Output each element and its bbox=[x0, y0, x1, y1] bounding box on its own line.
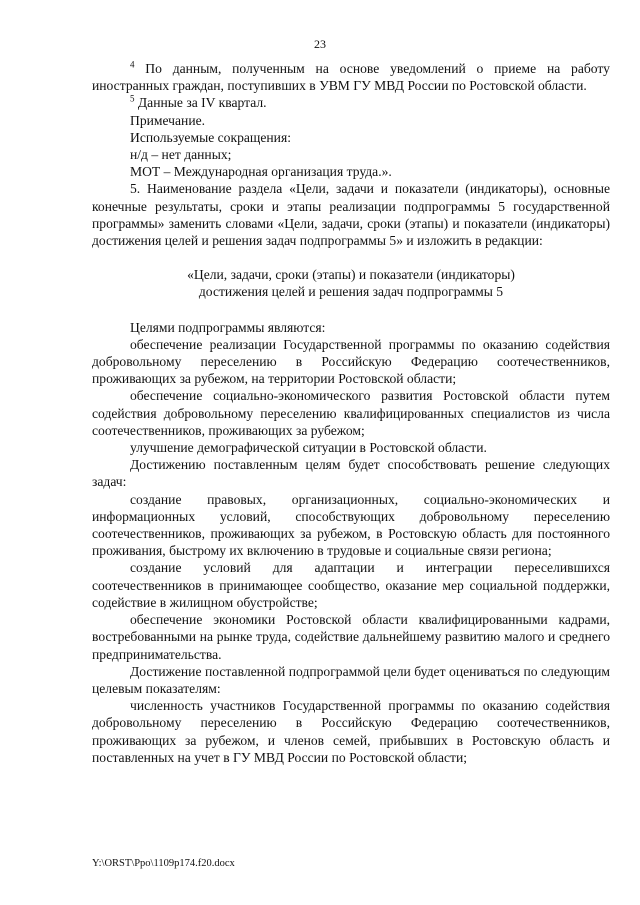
goal-3: улучшение демографической ситуации в Ростовской области. bbox=[130, 440, 487, 456]
footnote-4-mark: 4 bbox=[130, 59, 135, 70]
footnote-4 bbox=[92, 60, 610, 94]
document-body bbox=[92, 60, 610, 766]
footnote-5-mark: 5 bbox=[130, 93, 135, 104]
goal-1: обеспечение реализации Государственной программы по оказанию содействия добровольному переселению в Российскую Федерацию соотечественников, проживающих за рубежом, на территории Ростовской области; bbox=[92, 336, 610, 387]
task-3: обеспечение экономики Ростовской области квалифицированными кадрами, востребованными на рынке труда, содействие дальнейшему развитию малого и среднего предпринимательства. bbox=[92, 612, 610, 662]
indicators-intro: Достижение поставленной подпрограммой цели будет оцениваться по следующим целевым показателям: bbox=[92, 663, 610, 696]
paragraph-5: 5. Наименование раздела «Цели, задачи и показатели (индикаторы), основные конечные результаты, сроки и этапы реализации подпрограммы 5 государственной программы» заменить словами «Цели, задачи, сроки (этапы) и показатели (индикаторы) достижения целей и решения задач подпрограммы 5» и изложить в редакции: bbox=[92, 181, 610, 249]
footer-file-path: Y:\ORST\Ppo\1109p174.f20.docx bbox=[92, 858, 235, 869]
goal-2: обеспечение социально-экономического развития Ростовской области путем содействия добровольному переселению квалифицированных специалистов из числа соотечественников, проживающих за рубежом; bbox=[92, 388, 610, 438]
section-heading bbox=[92, 266, 610, 300]
note-label: Примечание. bbox=[130, 112, 206, 128]
abbreviation-2: МОТ – Международная организация труда.». bbox=[130, 164, 392, 180]
footnote-4-text: По данным, полученным на основе уведомлений о приеме на работу иностранных граждан, поступивших в УВМ ГУ МВД России по Ростовской области. bbox=[92, 61, 610, 94]
section-heading-line-2: достижения целей и решения задач подпрограммы 5 bbox=[198, 284, 504, 300]
indicator-1: численность участников Государственной программы по оказанию содействия добровольному переселению в Российскую Федерацию соотечественников, проживающих за рубежом, и членов семей, прибывших в Ростовскую область и поставленных на учет в ГУ МВД России по Ростовской области; bbox=[92, 698, 610, 765]
task-1: создание правовых, организационных, социально-экономических и информационных условий, способствующих добровольному переселению соотечественников, проживающих за рубежом, в Ростовскую область для постоянного проживания, быстрому их включению в трудовые и социальные связи региона; bbox=[92, 491, 610, 559]
section-heading-line-1: «Цели, задачи, сроки (этапы) и показатели (индикаторы) bbox=[187, 267, 515, 283]
abbreviations-label: Используемые сокращения: bbox=[130, 129, 291, 145]
footnote-5 bbox=[92, 94, 610, 111]
tasks-intro: Достижению поставленным целям будет способствовать решение следующих задач: bbox=[92, 457, 610, 490]
footnote-5-text: Данные за IV квартал. bbox=[137, 95, 267, 111]
page-number: 23 bbox=[314, 37, 326, 51]
abbreviation-1: н/д – нет данных; bbox=[130, 147, 232, 163]
goals-intro: Целями подпрограммы являются: bbox=[130, 319, 326, 335]
task-2: создание условий для адаптации и интеграции переселившихся соотечественников в принимающее сообщество, оказание мер социальной поддержки, содействие в жилищном обустройстве; bbox=[92, 560, 610, 610]
